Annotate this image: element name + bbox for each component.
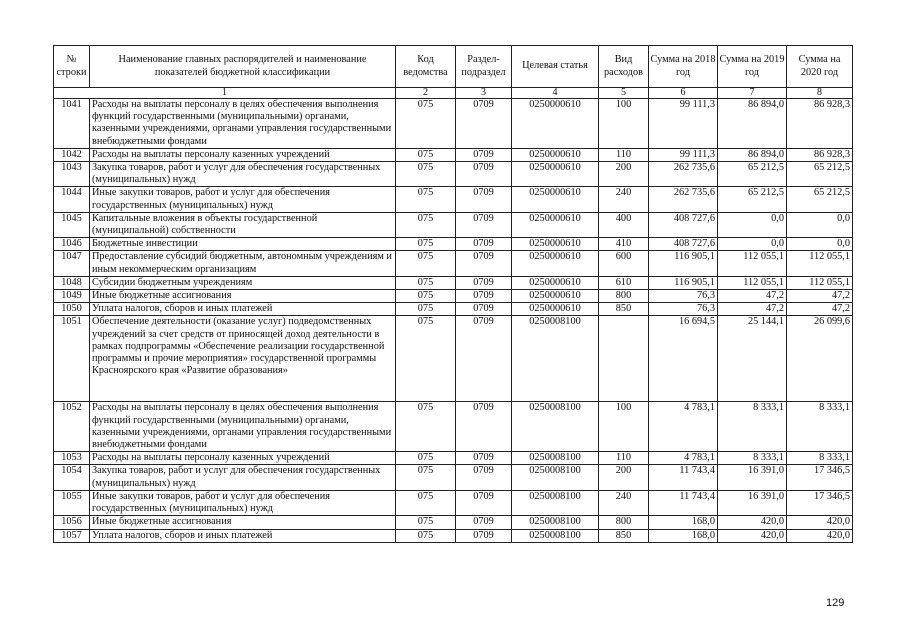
sum-2018-cell: 116 905,1 <box>649 276 718 289</box>
target-article-cell: 0250000610 <box>512 212 599 237</box>
row-name-cell: Капитальные вложения в объекты государственной (муниципальной) собственности <box>90 212 396 237</box>
target-article-cell: 0250008100 <box>512 452 599 465</box>
row-name-cell: Уплата налогов, сборов и иных платежей <box>90 529 396 542</box>
dept-code-cell: 075 <box>396 251 456 276</box>
section-code-cell: 0709 <box>456 303 512 316</box>
row-name-cell: Расходы на выплаты персоналу казенных учреждений <box>90 148 396 161</box>
row-number-cell: 1057 <box>54 529 90 542</box>
section-code-cell: 0709 <box>456 212 512 237</box>
section-code-cell: 0709 <box>456 452 512 465</box>
header-type: Вид расходов <box>599 46 649 88</box>
column-number: 7 <box>718 88 787 99</box>
row-number-cell: 1043 <box>54 162 90 187</box>
table-row <box>54 238 853 251</box>
table-row <box>54 303 853 316</box>
row-name-cell: Расходы на выплаты персоналу в целях обеспечения выполнения функций государственными (муниципальными) органами, казенными учреждениями, органами управления государственными внебюджетными фондами <box>90 99 396 149</box>
expense-type-cell: 110 <box>599 452 649 465</box>
section-code-cell: 0709 <box>456 187 512 212</box>
dept-code-cell: 075 <box>396 316 456 402</box>
sum-2019-cell: 47,2 <box>718 290 787 303</box>
sum-2019-cell: 86 894,0 <box>718 99 787 149</box>
target-article-cell: 0250000610 <box>512 276 599 289</box>
table-row <box>54 452 853 465</box>
target-article-cell: 0250000610 <box>512 303 599 316</box>
header-section: Раздел-подраздел <box>456 46 512 88</box>
sum-2018-cell: 76,3 <box>649 303 718 316</box>
row-name-cell: Расходы на выплаты персоналу казенных учреждений <box>90 452 396 465</box>
row-number-cell: 1056 <box>54 516 90 529</box>
sum-2020-cell: 65 212,5 <box>787 187 853 212</box>
row-name-cell: Иные бюджетные ассигнования <box>90 290 396 303</box>
table-row <box>54 516 853 529</box>
expense-type-cell <box>599 316 649 402</box>
row-number-cell: 1047 <box>54 251 90 276</box>
sum-2018-cell: 99 111,3 <box>649 99 718 149</box>
column-number: 2 <box>396 88 456 99</box>
sum-2020-cell: 26 099,6 <box>787 316 853 402</box>
target-article-cell: 0250000610 <box>512 99 599 149</box>
sum-2019-cell: 65 212,5 <box>718 187 787 212</box>
section-code-cell: 0709 <box>456 490 512 515</box>
dept-code-cell: 075 <box>396 465 456 490</box>
section-code-cell: 0709 <box>456 276 512 289</box>
target-article-cell: 0250000610 <box>512 238 599 251</box>
sum-2018-cell: 11 743,4 <box>649 490 718 515</box>
budget-table <box>53 45 853 543</box>
row-name-cell: Иные бюджетные ассигнования <box>90 516 396 529</box>
dept-code-cell: 075 <box>396 529 456 542</box>
table-row <box>54 290 853 303</box>
sum-2018-cell: 116 905,1 <box>649 251 718 276</box>
section-code-cell: 0709 <box>456 251 512 276</box>
header-dept: Код ведомства <box>396 46 456 88</box>
row-name-cell: Закупка товаров, работ и услуг для обеспечения государственных (муниципальных) нужд <box>90 465 396 490</box>
row-name-cell: Иные закупки товаров, работ и услуг для обеспечения государственных (муниципальных) нужд <box>90 187 396 212</box>
target-article-cell: 0250008100 <box>512 316 599 402</box>
table-row <box>54 212 853 237</box>
header-row <box>54 46 853 88</box>
dept-code-cell: 075 <box>396 238 456 251</box>
column-number: 5 <box>599 88 649 99</box>
expense-type-cell: 400 <box>599 212 649 237</box>
sum-2018-cell: 168,0 <box>649 529 718 542</box>
sum-2018-cell: 408 727,6 <box>649 238 718 251</box>
row-name-cell: Предоставление субсидий бюджетным, автономным учреждениям и иным некоммерческим организациям <box>90 251 396 276</box>
row-number-cell: 1049 <box>54 290 90 303</box>
section-code-cell: 0709 <box>456 402 512 452</box>
sum-2018-cell: 16 694,5 <box>649 316 718 402</box>
expense-type-cell: 850 <box>599 303 649 316</box>
sum-2018-cell: 262 735,6 <box>649 162 718 187</box>
target-article-cell: 0250000610 <box>512 187 599 212</box>
sum-2019-cell: 16 391,0 <box>718 465 787 490</box>
table-row <box>54 99 853 149</box>
column-number: 4 <box>512 88 599 99</box>
dept-code-cell: 075 <box>396 516 456 529</box>
sum-2018-cell: 168,0 <box>649 516 718 529</box>
table-row <box>54 162 853 187</box>
row-name-cell: Обеспечение деятельности (оказание услуг) подведомственных учреждений за счет средств от приносящей доход деятельности в рамках подпрограммы «Обеспечение реализации государственной программы и прочие мероприятия» государственной программы Красноярского края «Развитие образования» <box>90 316 396 402</box>
target-article-cell: 0250008100 <box>512 516 599 529</box>
section-code-cell: 0709 <box>456 162 512 187</box>
sum-2019-cell: 8 333,1 <box>718 452 787 465</box>
table-row <box>54 148 853 161</box>
expense-type-cell: 200 <box>599 162 649 187</box>
target-article-cell: 0250000610 <box>512 148 599 161</box>
sum-2019-cell: 25 144,1 <box>718 316 787 402</box>
sum-2018-cell: 99 111,3 <box>649 148 718 161</box>
sum-2018-cell: 11 743,4 <box>649 465 718 490</box>
dept-code-cell: 075 <box>396 303 456 316</box>
section-code-cell: 0709 <box>456 148 512 161</box>
header-target: Целевая статья <box>512 46 599 88</box>
row-number-cell: 1053 <box>54 452 90 465</box>
sum-2018-cell: 408 727,6 <box>649 212 718 237</box>
table-body <box>54 99 853 543</box>
sum-2019-cell: 0,0 <box>718 238 787 251</box>
sum-2020-cell: 86 928,3 <box>787 148 853 161</box>
sum-2020-cell: 420,0 <box>787 529 853 542</box>
column-number-row <box>54 88 853 99</box>
dept-code-cell: 075 <box>396 187 456 212</box>
header-sum-2019: Сумма на 2019 год <box>718 46 787 88</box>
row-name-cell: Иные закупки товаров, работ и услуг для обеспечения государственных (муниципальных) нужд <box>90 490 396 515</box>
row-number-cell: 1051 <box>54 316 90 402</box>
column-number: 3 <box>456 88 512 99</box>
sum-2020-cell: 420,0 <box>787 516 853 529</box>
expense-type-cell: 800 <box>599 516 649 529</box>
target-article-cell: 0250008100 <box>512 465 599 490</box>
sum-2019-cell: 86 894,0 <box>718 148 787 161</box>
row-name-cell: Расходы на выплаты персоналу в целях обеспечения выполнения функций государственными (муниципальными) органами, казенными учреждениями, органами управления государственными внебюджетными фондами <box>90 402 396 452</box>
target-article-cell: 0250008100 <box>512 529 599 542</box>
row-number-cell: 1044 <box>54 187 90 212</box>
header-sum-2018: Сумма на 2018 год <box>649 46 718 88</box>
sum-2020-cell: 47,2 <box>787 290 853 303</box>
table-row <box>54 251 853 276</box>
sum-2020-cell: 86 928,3 <box>787 99 853 149</box>
sum-2019-cell: 65 212,5 <box>718 162 787 187</box>
expense-type-cell: 100 <box>599 402 649 452</box>
page-number: 129 <box>826 597 845 609</box>
expense-type-cell: 100 <box>599 99 649 149</box>
section-code-cell: 0709 <box>456 465 512 490</box>
target-article-cell: 0250000610 <box>512 251 599 276</box>
dept-code-cell: 075 <box>396 290 456 303</box>
expense-type-cell: 410 <box>599 238 649 251</box>
expense-type-cell: 110 <box>599 148 649 161</box>
header-num: № строки <box>54 46 90 88</box>
expense-type-cell: 200 <box>599 465 649 490</box>
row-number-cell: 1046 <box>54 238 90 251</box>
sum-2020-cell: 17 346,5 <box>787 465 853 490</box>
section-code-cell: 0709 <box>456 290 512 303</box>
table-row <box>54 316 853 402</box>
sum-2020-cell: 47,2 <box>787 303 853 316</box>
sum-2020-cell: 8 333,1 <box>787 452 853 465</box>
sum-2019-cell: 420,0 <box>718 529 787 542</box>
dept-code-cell: 075 <box>396 212 456 237</box>
sum-2020-cell: 0,0 <box>787 212 853 237</box>
sum-2019-cell: 112 055,1 <box>718 276 787 289</box>
sum-2020-cell: 112 055,1 <box>787 276 853 289</box>
sum-2019-cell: 420,0 <box>718 516 787 529</box>
target-article-cell: 0250008100 <box>512 490 599 515</box>
row-name-cell: Бюджетные инвестиции <box>90 238 396 251</box>
table-row <box>54 402 853 452</box>
column-number: 1 <box>54 88 396 99</box>
sum-2020-cell: 0,0 <box>787 238 853 251</box>
expense-type-cell: 240 <box>599 187 649 212</box>
expense-type-cell: 600 <box>599 251 649 276</box>
header-name: Наименование главных распорядителей и наименование показателей бюджетной классификации <box>90 46 396 88</box>
expense-type-cell: 610 <box>599 276 649 289</box>
sum-2020-cell: 17 346,5 <box>787 490 853 515</box>
table-row <box>54 465 853 490</box>
expense-type-cell: 800 <box>599 290 649 303</box>
sum-2019-cell: 0,0 <box>718 212 787 237</box>
sum-2019-cell: 112 055,1 <box>718 251 787 276</box>
expense-type-cell: 850 <box>599 529 649 542</box>
dept-code-cell: 075 <box>396 490 456 515</box>
section-code-cell: 0709 <box>456 238 512 251</box>
sum-2018-cell: 4 783,1 <box>649 402 718 452</box>
table-row <box>54 187 853 212</box>
target-article-cell: 0250008100 <box>512 402 599 452</box>
dept-code-cell: 075 <box>396 452 456 465</box>
sum-2020-cell: 65 212,5 <box>787 162 853 187</box>
row-number-cell: 1050 <box>54 303 90 316</box>
table-row <box>54 276 853 289</box>
dept-code-cell: 075 <box>396 162 456 187</box>
section-code-cell: 0709 <box>456 529 512 542</box>
dept-code-cell: 075 <box>396 99 456 149</box>
sum-2020-cell: 8 333,1 <box>787 402 853 452</box>
row-name-cell: Закупка товаров, работ и услуг для обеспечения государственных (муниципальных) нужд <box>90 162 396 187</box>
header-sum-2020: Сумма на 2020 год <box>787 46 853 88</box>
column-number: 6 <box>649 88 718 99</box>
row-number-cell: 1048 <box>54 276 90 289</box>
sum-2019-cell: 16 391,0 <box>718 490 787 515</box>
row-name-cell: Уплата налогов, сборов и иных платежей <box>90 303 396 316</box>
table-row <box>54 490 853 515</box>
row-number-cell: 1042 <box>54 148 90 161</box>
row-number-cell: 1055 <box>54 490 90 515</box>
sum-2018-cell: 4 783,1 <box>649 452 718 465</box>
target-article-cell: 0250000610 <box>512 290 599 303</box>
sum-2018-cell: 76,3 <box>649 290 718 303</box>
sum-2018-cell: 262 735,6 <box>649 187 718 212</box>
dept-code-cell: 075 <box>396 148 456 161</box>
column-number: 8 <box>787 88 853 99</box>
sum-2019-cell: 8 333,1 <box>718 402 787 452</box>
row-number-cell: 1041 <box>54 99 90 149</box>
dept-code-cell: 075 <box>396 402 456 452</box>
dept-code-cell: 075 <box>396 276 456 289</box>
row-name-cell: Субсидии бюджетным учреждениям <box>90 276 396 289</box>
row-number-cell: 1054 <box>54 465 90 490</box>
row-number-cell: 1045 <box>54 212 90 237</box>
row-number-cell: 1052 <box>54 402 90 452</box>
expense-type-cell: 240 <box>599 490 649 515</box>
section-code-cell: 0709 <box>456 516 512 529</box>
target-article-cell: 0250000610 <box>512 162 599 187</box>
sum-2019-cell: 47,2 <box>718 303 787 316</box>
table-row <box>54 529 853 542</box>
section-code-cell: 0709 <box>456 99 512 149</box>
sum-2020-cell: 112 055,1 <box>787 251 853 276</box>
section-code-cell: 0709 <box>456 316 512 402</box>
